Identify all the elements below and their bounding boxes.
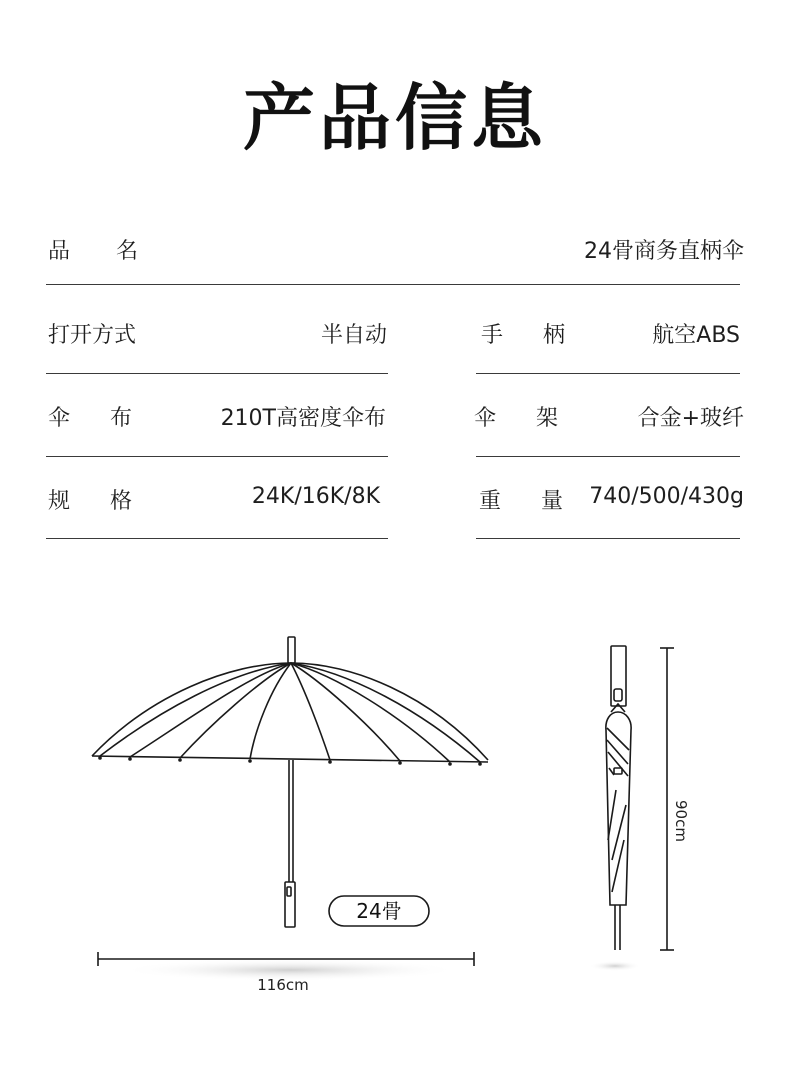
product-name-value: 24骨商务直柄伞: [584, 239, 744, 264]
divider-right-3: [476, 538, 740, 539]
spec-label-frame: 伞架: [474, 406, 599, 431]
spec-value-canopy: 210T高密度伞布: [220, 406, 386, 431]
divider-product-name: [46, 284, 740, 285]
spec-label-size: 规格: [48, 489, 173, 514]
spec-label-canopy: 伞布: [48, 406, 173, 431]
umbrella-diagram: [0, 600, 790, 1060]
spec-value-size: 24K/16K/8K: [251, 484, 380, 509]
width-dimension-label: 116cm: [257, 976, 309, 994]
spec-value-handle: 航空ABS: [652, 323, 740, 348]
divider-right-2: [476, 456, 740, 457]
spec-value-open-mode: 半自动: [320, 323, 387, 348]
page-title: 产品信息: [242, 76, 547, 160]
divider-left-2: [46, 456, 388, 457]
spec-label-weight: 重量: [479, 489, 604, 514]
divider-left-3: [46, 538, 388, 539]
open-umbrella-icon: [92, 637, 488, 927]
product-name-label: 品名: [48, 239, 185, 264]
spec-label-handle: 手柄: [481, 323, 606, 348]
divider-left-1: [46, 373, 388, 374]
spec-label-open-mode: 打开方式: [48, 323, 137, 348]
divider-right-1: [476, 373, 740, 374]
height-dimension-label: 90cm: [672, 800, 690, 842]
rib-count-text: 24骨: [356, 899, 402, 923]
spec-value-weight: 740/500/430g: [589, 484, 744, 509]
spec-value-frame: 合金+玻纤: [637, 406, 744, 431]
height-dimension: [660, 648, 674, 950]
closed-umbrella-icon: [606, 646, 631, 950]
